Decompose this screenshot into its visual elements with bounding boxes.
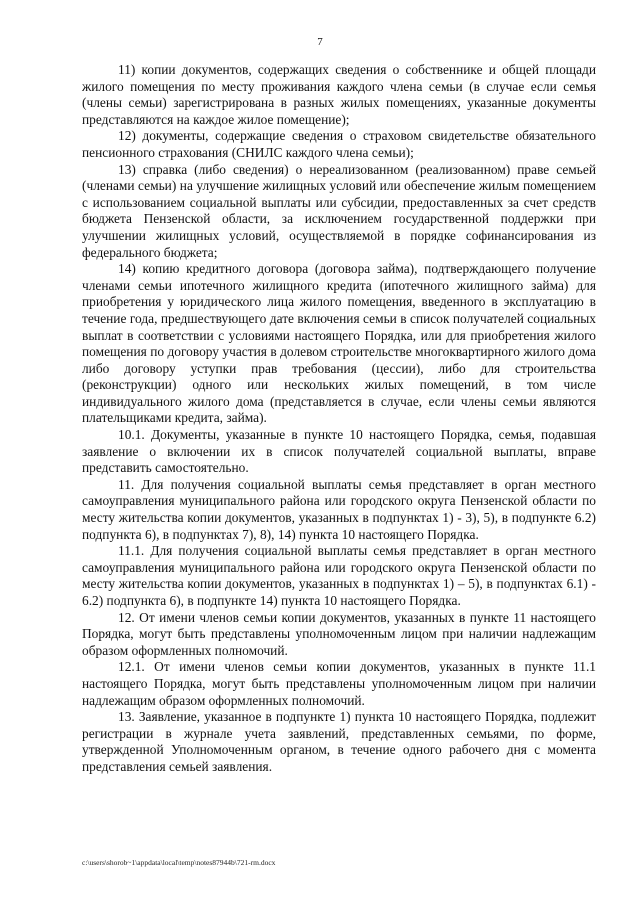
page-number: 7 xyxy=(317,36,323,48)
paragraph-item-14: 14) копию кредитного договора (договора займа), подтверждающего получение членами семьи ипотечного жилищного кредита (ипотечного жилищного займа) для приобретения у юридического лица жилого помещения, введенного в эксплуатацию в течение года, предшествующего дате включения семьи в список получателей социальных выплат в соответствии с условиями настоящего Порядка, или для приобретения жилого помещения по договору участия в долевом строительстве многоквартирного жилого дома либо договору уступки прав требования (цессии), либо для строительства (реконструкции) одного или нескольких жилых помещений, в том числе индивидуального жилого дома (представляется в случае, если члены семьи являются плательщиками кредита, займа). xyxy=(82,261,596,426)
footer-file-path: c:\users\shorob~1\appdata\local\temp\notes87944b\721-rm.docx xyxy=(82,858,276,867)
paragraph-item-11: 11) копии документов, содержащих сведения о собственнике и общей площади жилого помещения по месту проживания каждого члена семьи (в случае если семья (члены семьи) зарегистрирована в разных жилых помещениях, указанные документы представляются на каждое жилое помещение); xyxy=(82,62,596,127)
paragraph-item-12: 12) документы, содержащие сведения о страховом свидетельстве обязательного пенсионного страхования (СНИЛС каждого члена семьи); xyxy=(82,128,596,160)
paragraph-clause-11-1: 11.1. Для получения социальной выплаты семья представляет в орган местного самоуправления муниципального района или городского округа Пензенской области по месту жительства копии документов, указанных в подпунктах 1) – 5), в подпунктах 6.1) - 6.2) подпункта 6), в подпункте 14) пункта 10 настоящего Порядка. xyxy=(82,543,596,608)
paragraph-item-13: 13) справка (либо сведения) о нереализованном (реализованном) праве семьей (членами семьи) на улучшение жилищных условий или обеспечение жилым помещением с использованием социальной выплаты или субсидии, предоставленных за счет средств бюджета Пензенской области, за исключением государственной поддержки при улучшении жилищных условий, осуществляемой в порядке софинансирования из федерального бюджета; xyxy=(82,161,596,260)
document-body xyxy=(82,62,596,776)
paragraph-clause-12: 12. От имени членов семьи копии документов, указанных в пункте 11 настоящего Порядка, могут быть представлены уполномоченным лицом при наличии надлежащим образом оформленных полномочий. xyxy=(82,609,596,658)
paragraph-clause-12-1: 12.1. От имени членов семьи копии документов, указанных в пункте 11.1 настоящего Порядка, могут быть представлены уполномоченным лицом при наличии надлежащим образом оформленных полномочий. xyxy=(82,659,596,708)
paragraph-clause-11: 11. Для получения социальной выплаты семья представляет в орган местного самоуправления муниципального района или городского округа Пензенской области по месту жительства копии документов, указанных в подпунктах 1) - 3), 5), в подпункте 6.2) подпункта 6), в подпунктах 7), 8), 14) пункта 10 настоящего Порядка. xyxy=(82,476,596,542)
paragraph-clause-13: 13. Заявление, указанное в подпункте 1) пункта 10 настоящего Порядка, подлежит регистрации в журнале учета заявлений, представленных семьями, по форме, утвержденной Уполномоченным органом, в течение одного рабочего дня с момента представления семьей заявления. xyxy=(82,709,596,774)
paragraph-clause-10-1: 10.1. Документы, указанные в пункте 10 настоящего Порядка, семья, подавшая заявление о включении их в список получателей социальной выплаты, вправе представить самостоятельно. xyxy=(82,427,596,476)
